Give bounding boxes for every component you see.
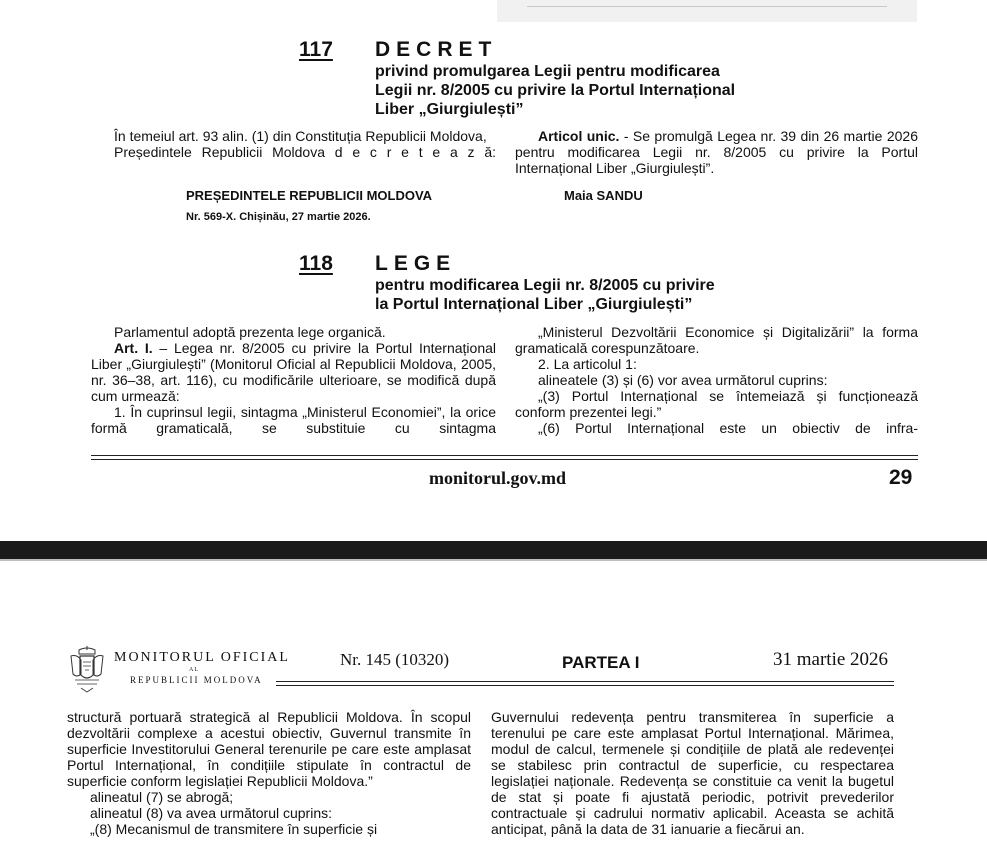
page-separator-edge [0,559,987,561]
law-left-column [91,324,496,436]
next-paragraph: alineatul (7) se abrogă; [90,789,234,805]
footer-rule [91,459,918,460]
law-paragraph: 1. În cuprinsul legii, sintagma „Ministerul Economiei”, la orice formă gramaticală, se substituie cu sintagma [91,404,496,436]
footer-site: monitorul.gov.md [429,468,567,488]
decree-left-column [91,128,496,160]
decree-paragraph: Președintele Republicii Moldova d e c r e t e a z ă: [114,144,496,160]
page-number: 29 [889,466,913,489]
law-subtitle-line: pentru modificarea Legii nr. 8/2005 cu privire [375,277,715,294]
law-title: LEGE [375,252,457,275]
law-article-label: Art. I. [114,340,153,356]
law-paragraph: alineatele (3) și (6) vor avea următorul cuprins: [538,372,828,388]
decree-subtitle-line: Legii nr. 8/2005 cu privire la Portul Internațional [375,82,736,99]
header-rule [276,681,894,682]
decree-paragraph: În temeiul art. 93 alin. (1) din Constituția Republicii Moldova, [114,128,487,144]
law-paragraph: „(6) Portul Internațional este un obiectiv de infra- [538,420,918,436]
next-right-column [491,709,894,837]
decree-subtitle [375,62,855,119]
part-label: PARTEA I [562,653,640,672]
signature-role: PREȘEDINTELE REPUBLICII MOLDOVA [186,188,433,203]
next-paragraph: „(8) Mecanismul de transmitere în superficie și [90,821,378,837]
next-left-column [67,709,471,837]
decree-title: DECRET [375,38,498,61]
decree-subtitle-line: privind promulgarea Legii pentru modificarea [375,63,720,80]
law-paragraph: 2. La articolul 1: [538,356,637,372]
next-paragraph: Guvernului redevența pentru transmiterea în superficie a terenului pe care este amplasat Portul Internațional. Mărimea, modul de calcul, termenele și condițiile de plată ale redevenței se stabilesc prin contractul de superficie, cu respectarea legislației naționale. Redevența se constituie ca venit la bugetul de stat și poate fi ajustată periodic, potrivit prevederilor contractuale și cadrului normativ aplicabil. Aceasta se achită anticipat, până la data de 31 ianuarie a fiecărui an. [491,709,894,837]
decree-right-column [515,128,918,176]
publication-country: REPUBLICII MOLDOVA [130,675,263,685]
decree-article-label: Articol unic. [538,128,620,144]
previous-page-strip [497,0,917,22]
law-number: 118 [299,252,333,275]
header-rule [276,685,894,686]
coat-of-arms-icon [67,644,107,694]
law-paragraph: „Ministerul Dezvoltării Economice și Digitalizării” la forma gramaticală corespunzătoare. [515,324,918,356]
footer-rule [91,455,918,456]
signature-name: Maia SANDU [564,188,643,203]
law-paragraph: Parlamentul adoptă prezenta lege organică. [114,324,386,340]
issue-date: 31 martie 2026 [773,649,889,670]
law-paragraph: „(3) Portul Internațional se întemeiază și funcționează conform prezentei legi.” [515,388,918,420]
next-paragraph: alineatul (8) va avea următorul cuprins: [90,805,333,821]
law-article-text: – Legea nr. 8/2005 cu privire la Portul Internațional Liber „Giurgiulești” (Monitorul Oficial al Republicii Moldova, 2005, nr. 36–38, art. 116), cu modificările ulterioare, se modifică după cum urmează: [91,340,496,404]
issue-number: Nr. 145 (10320) [340,650,450,669]
next-paragraph: structură portuară strategică al Republicii Moldova. În scopul dezvoltării complexe a acestui obiectiv, Guvernul transmite în superficie Investitorului General terenurile pe care este amplasat Portul Internațional, în condițiile stipulate în contractul de superficie conform legislației Republicii Moldova.” [67,709,471,789]
law-right-column [515,324,918,436]
decree-reference: Nr. 569-X. Chișinău, 27 martie 2026. [186,211,371,223]
publication-name-al: AL [189,667,199,673]
law-subtitle-line: la Portul Internațional Liber „Giurgiulești” [375,296,693,313]
decree-number: 117 [299,38,333,61]
page-separator [0,541,987,559]
law-subtitle [375,276,855,314]
publication-name: MONITORUL OFICIAL [114,650,290,665]
decree-article-text: - Se promulgă Legea nr. 39 din 26 martie 2026 pentru modificarea Legii nr. 8/2005 cu privire la Portul Internațional Liber „Giurgiulești”. [515,128,918,176]
decree-subtitle-line: Liber „Giurgiulești” [375,101,524,118]
